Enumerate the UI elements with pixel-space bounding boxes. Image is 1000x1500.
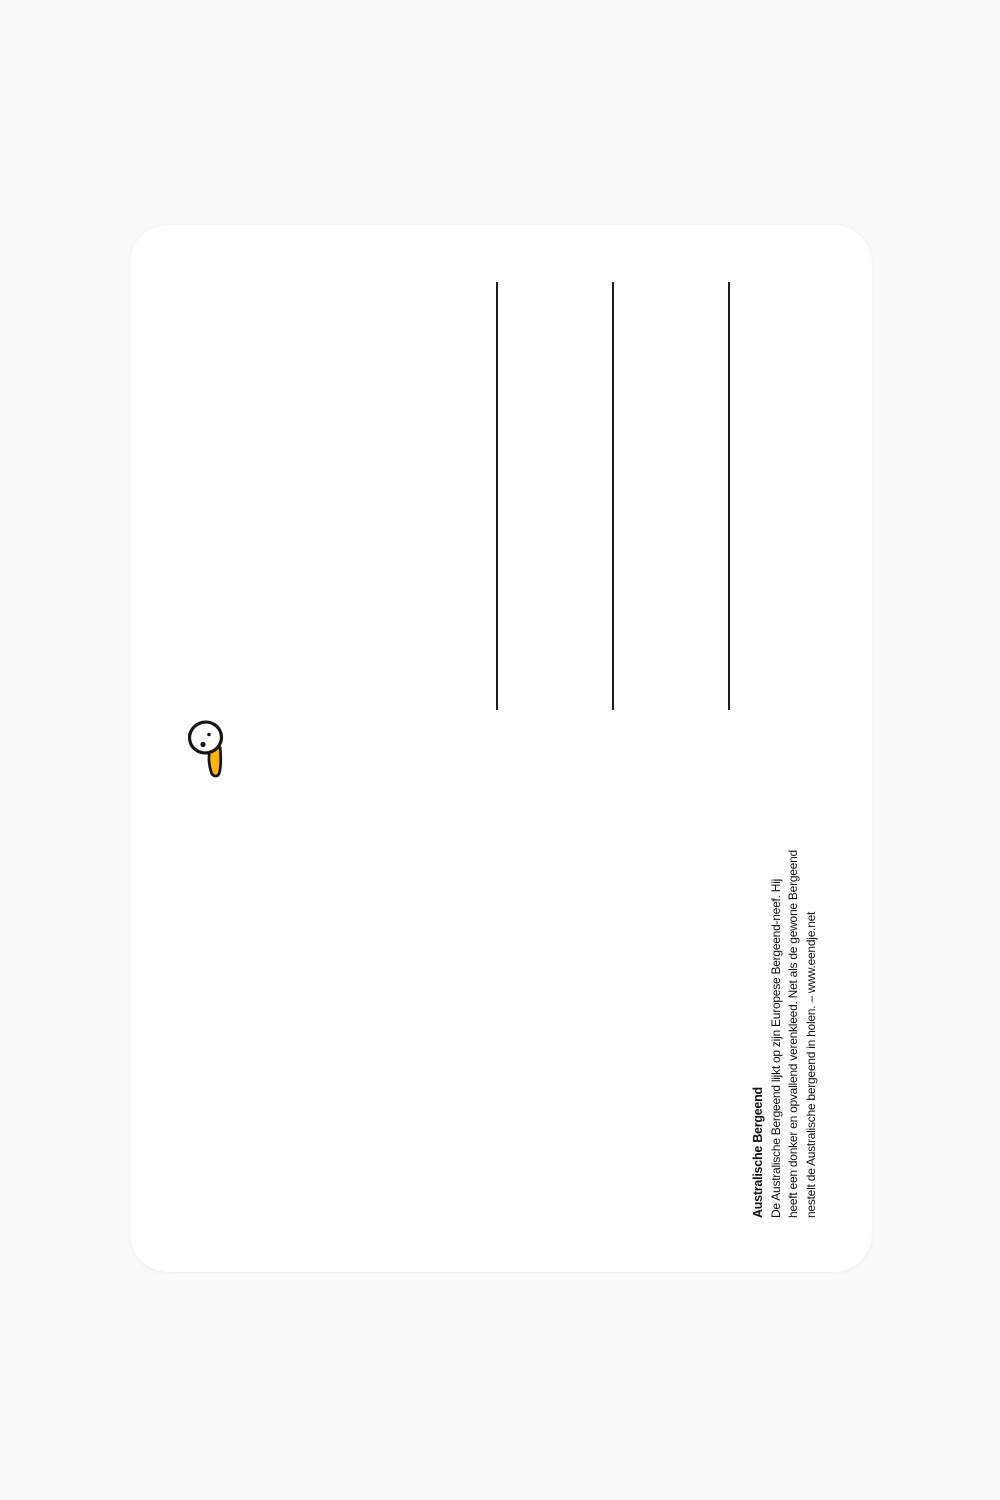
caption-title: Australische Bergeend [751,1087,765,1218]
address-line-1 [496,282,498,710]
address-line-3 [728,282,730,710]
address-line-2 [612,282,614,710]
caption-line-2: heeft een donker en opvallend verenkleed. Net als de gewone Bergeend [786,850,800,1218]
postcard [130,225,872,1272]
duck-eye-small [207,733,211,737]
caption [750,808,820,1218]
duck-icon [185,718,229,784]
caption-line-1: De Australische Bergeend lijkt op zijn Europese Bergeend-neef. Hij [768,878,783,1218]
caption-line-3: nestelt de Australische bergeend in holen. – www.eendje.net [803,911,818,1218]
duck-eye-large [200,742,205,747]
